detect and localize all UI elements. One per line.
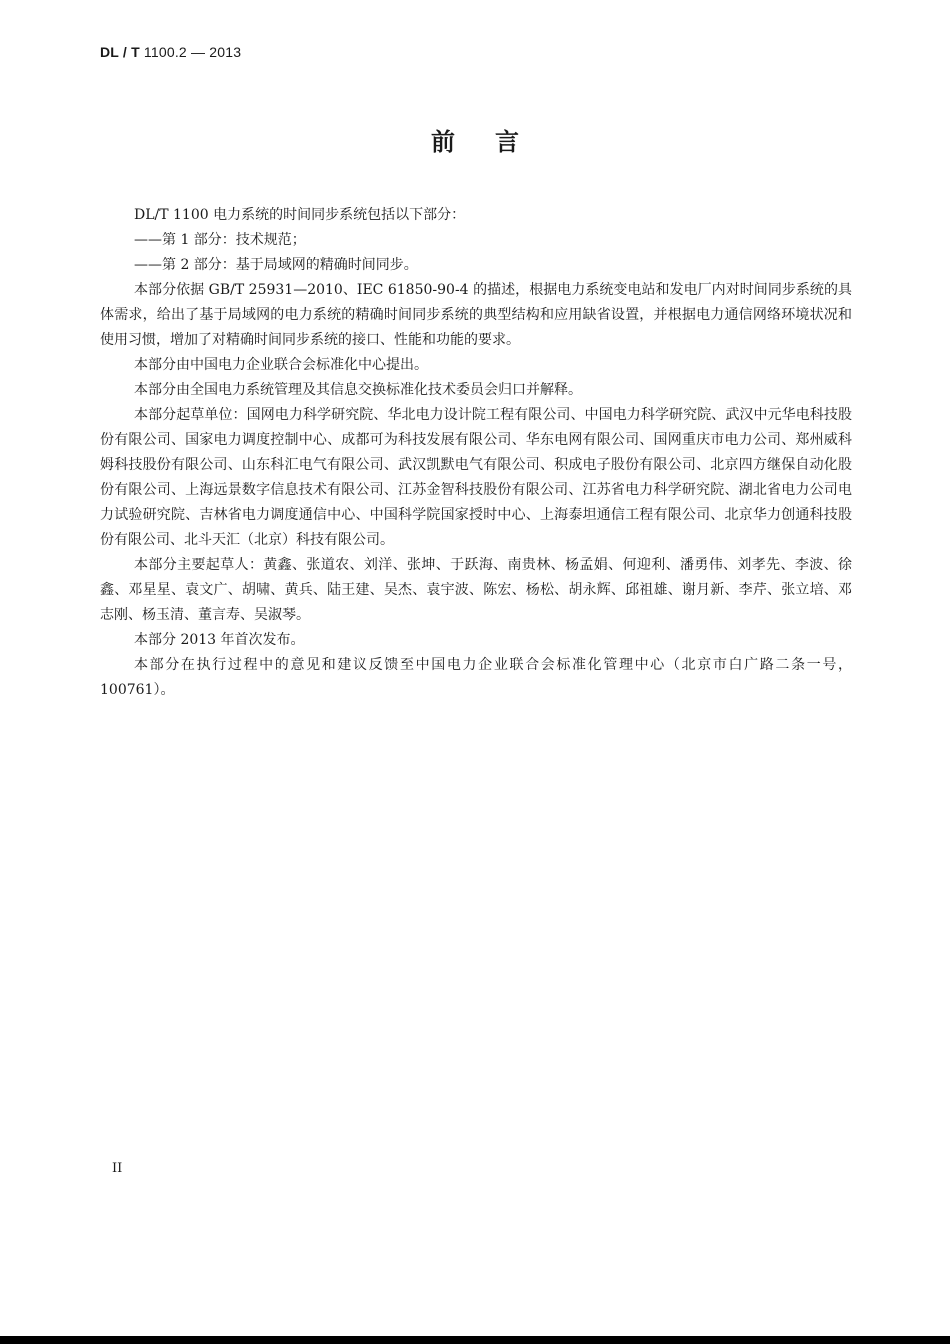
standard-code (100, 44, 241, 60)
paragraph-drafters: 本部分主要起草人：黄鑫、张道农、刘洋、张坤、于跃海、南贵林、杨孟娟、何迎利、潘勇伟、刘孝先、李波、徐鑫、邓星星、袁文广、胡啸、黄兵、陆王建、吴杰、袁宇波、陈宏、杨松、胡永辉、邱祖雄、谢月新、李芹、张立培、邓志刚、杨玉清、董言寿、吴淑琴。 (100, 557, 852, 623)
paragraph-proposer: 本部分由中国电力企业联合会标准化中心提出。 (134, 357, 428, 373)
paragraph-feedback: 本部分在执行过程中的意见和建议反馈至中国电力企业联合会标准化管理中心（北京市白广路二条一号，100761）。 (100, 657, 852, 698)
paragraph-drafting-units: 本部分起草单位：国网电力科学研究院、华北电力设计院工程有限公司、中国电力科学研究院、武汉中元华电科技股份有限公司、国家电力调度控制中心、成都可为科技发展有限公司、华东电网有限公司、国网重庆市电力公司、郑州威科姆科技股份有限公司、山东科汇电气有限公司、武汉凯默电气有限公司、积成电子股份有限公司、北京四方继保自动化股份有限公司、上海远景数字信息技术有限公司、江苏金智科技股份有限公司、江苏省电力科学研究院、湖北省电力公司电力试验研究院、吉林省电力调度通信中心、中国科学院国家授时中心、上海泰坦通信工程有限公司、北京华力创通科技股份有限公司、北斗天汇（北京）科技有限公司。 (100, 407, 852, 548)
paragraph-part-1: ——第 1 部分：技术规范； (134, 232, 306, 248)
paragraph-first-release: 本部分 2013 年首次发布。 (134, 632, 305, 648)
foreword-body (100, 203, 852, 703)
paragraph-part-2: ——第 2 部分：基于局域网的精确时间同步。 (134, 257, 418, 273)
standard-prefix: DL / T (100, 44, 140, 60)
paragraph-intro: DL/T 1100 电力系统的时间同步系统包括以下部分： (134, 207, 466, 223)
page-title: 前言 (431, 128, 559, 156)
bottom-border (0, 1336, 950, 1344)
standard-number: 1100.2 — 2013 (139, 44, 242, 60)
page-number: II (112, 1161, 123, 1176)
paragraph-interpreter: 本部分由全国电力系统管理及其信息交换标准化技术委员会归口并解释。 (134, 382, 582, 398)
paragraph-basis: 本部分依据 GB/T 25931—2010、IEC 61850-90-4 的描述，根据电力系统变电站和发电厂内对时间同步系统的具体需求，给出了基于局域网的电力系统的精确时间同步系统的典型结构和应用缺省设置，并根据电力通信网络环境状况和使用习惯，增加了对精确时间同步系统的接口、性能和功能的要求。 (100, 282, 852, 348)
